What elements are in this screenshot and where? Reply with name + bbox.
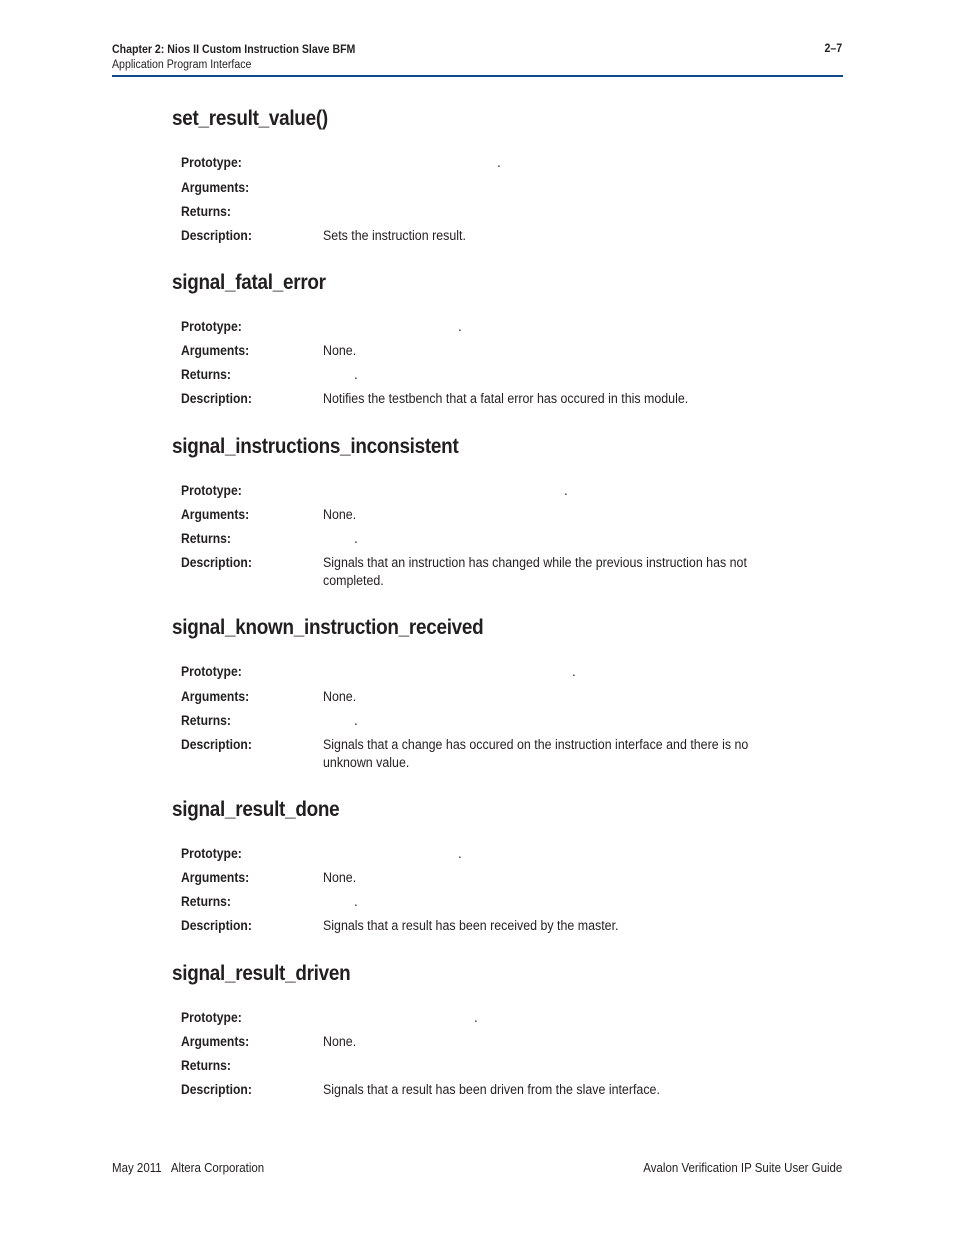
returns-value: . — [354, 367, 358, 382]
description-value: Signals that an instruction has changed while the previous instruction has not completed. — [323, 555, 747, 588]
api-section-signal-result-driven — [172, 961, 842, 1097]
returns-value: . — [354, 531, 358, 546]
description-label: Description: — [181, 1082, 252, 1097]
description-label: Description: — [181, 918, 252, 933]
arguments-label: Arguments: — [181, 343, 250, 358]
header-rule — [112, 75, 843, 77]
description-label: Description: — [181, 555, 252, 570]
section-heading: signal_instructions_inconsistent — [172, 435, 459, 458]
arguments-label: Arguments: — [181, 870, 250, 885]
prototype-label: Prototype: — [181, 664, 242, 679]
prototype-value: . — [564, 483, 568, 498]
returns-label: Returns: — [181, 713, 231, 728]
description-label: Description: — [181, 228, 252, 243]
prototype-value: . — [497, 155, 501, 170]
section-heading: signal_known_instruction_received — [172, 616, 484, 639]
description-value: Notifies the testbench that a fatal error has occured in this module. — [323, 391, 689, 406]
prototype-value: . — [458, 319, 462, 334]
returns-label: Returns: — [181, 531, 231, 546]
description-label: Description: — [181, 737, 252, 752]
returns-label: Returns: — [181, 204, 231, 219]
arguments-label: Arguments: — [181, 1034, 250, 1049]
prototype-label: Prototype: — [181, 155, 242, 170]
arguments-label: Arguments: — [181, 689, 250, 704]
prototype-value: . — [458, 846, 462, 861]
section-heading: set_result_value() — [172, 107, 328, 130]
arguments-value: None. — [323, 343, 357, 358]
api-section-signal-instructions-inconsistent — [172, 434, 842, 588]
returns-value: . — [354, 713, 358, 728]
section-subtitle: Application Program Interface — [112, 59, 252, 71]
page-number: 2–7 — [824, 43, 842, 55]
prototype-label: Prototype: — [181, 846, 242, 861]
api-section-signal-known-instruction-received — [172, 615, 842, 770]
description-value: Signals that a change has occured on the instruction interface and there is no unknown value. — [323, 737, 749, 770]
prototype-label: Prototype: — [181, 319, 242, 334]
arguments-label: Arguments: — [181, 180, 250, 195]
returns-label: Returns: — [181, 1058, 231, 1073]
chapter-title: Chapter 2: Nios II Custom Instruction Slave BFM — [112, 44, 356, 56]
api-section-signal-result-done — [172, 797, 842, 933]
description-label: Description: — [181, 391, 252, 406]
description-value: Signals that a result has been received by the master. — [323, 918, 619, 933]
arguments-value: None. — [323, 870, 357, 885]
section-heading: signal_fatal_error — [172, 271, 326, 294]
api-section-signal-fatal-error — [172, 270, 842, 406]
prototype-label: Prototype: — [181, 483, 242, 498]
footer-company: Altera Corporation — [170, 1161, 265, 1175]
api-section-set-result-value — [172, 106, 842, 243]
arguments-value: None. — [323, 689, 357, 704]
returns-label: Returns: — [181, 367, 231, 382]
footer-date: May 2011 — [112, 1161, 162, 1175]
prototype-value: . — [474, 1010, 478, 1025]
footer-guide-title: Avalon Verification IP Suite User Guide — [642, 1161, 842, 1175]
section-heading: signal_result_done — [172, 798, 340, 821]
arguments-label: Arguments: — [181, 507, 250, 522]
description-value: Signals that a result has been driven from the slave interface. — [323, 1082, 660, 1097]
footer-left — [112, 1161, 264, 1175]
returns-label: Returns: — [181, 894, 231, 909]
prototype-value: . — [572, 664, 576, 679]
prototype-label: Prototype: — [181, 1010, 242, 1025]
running-header — [112, 43, 355, 73]
description-value: Sets the instruction result. — [323, 228, 466, 243]
returns-value: . — [354, 894, 358, 909]
arguments-value: None. — [323, 507, 357, 522]
section-heading: signal_result_driven — [172, 962, 351, 985]
arguments-value: None. — [323, 1034, 357, 1049]
